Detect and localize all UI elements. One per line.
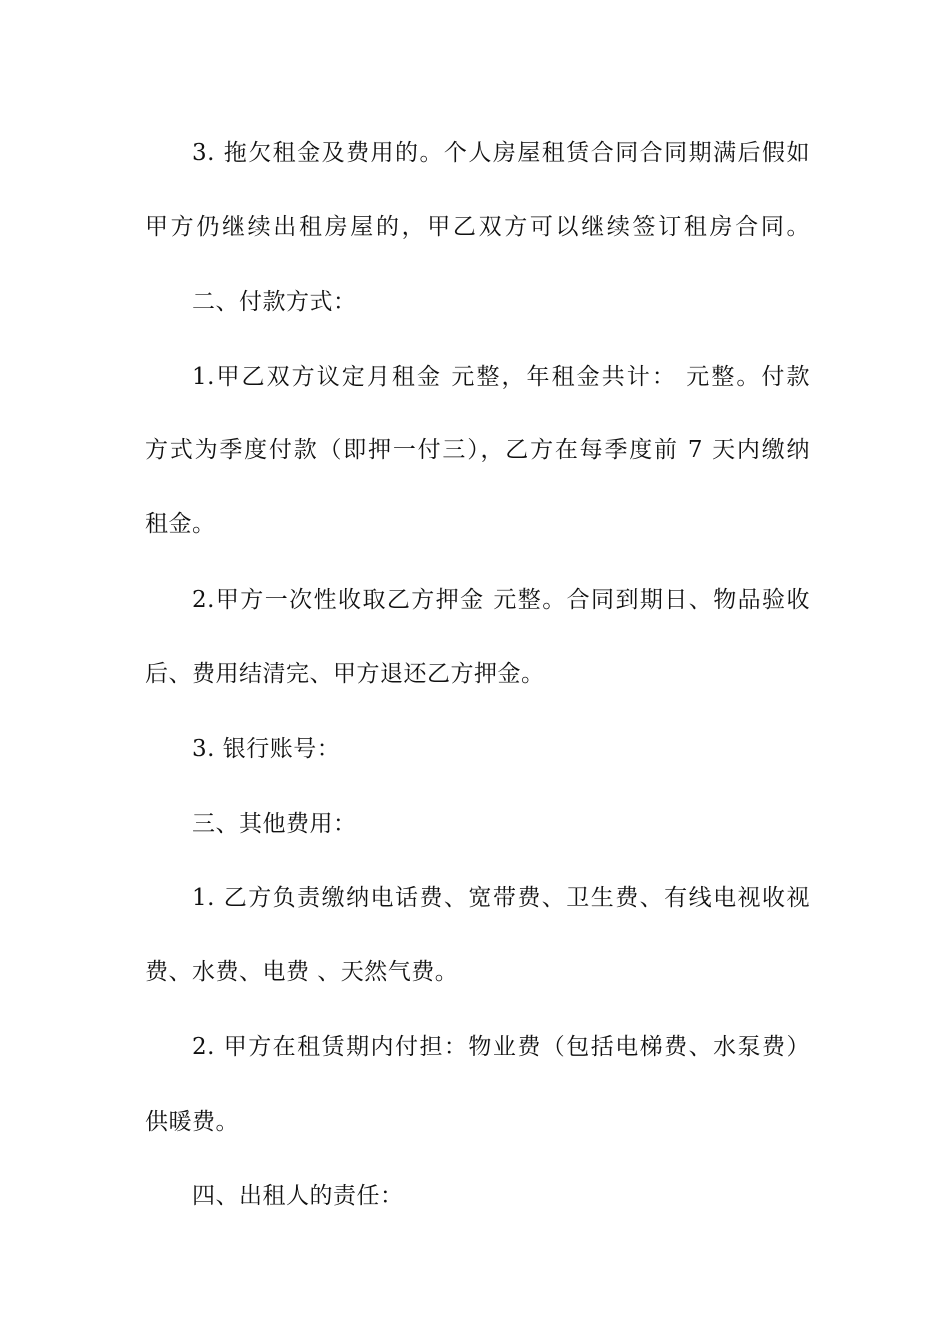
paragraph-line: 3. 拖欠租金及费用的。个人房屋租赁合同合同期满后假如 bbox=[192, 140, 810, 166]
paragraph-line: 1.甲乙双方议定月租金 元整，年租金共计： 元整。付款 bbox=[192, 364, 810, 390]
paragraph-line: 3. 银行账号： bbox=[192, 736, 341, 762]
paragraph-line: 后、费用结清完、甲方退还乙方押金。 bbox=[145, 661, 545, 687]
paragraph-line: 费、水费、电费 、天然气费。 bbox=[145, 959, 459, 985]
paragraph-line: 1. 乙方负责缴纳电话费、宽带费、卫生费、有线电视收视 bbox=[192, 885, 810, 911]
paragraph-line: 甲方仍继续出租房屋的，甲乙双方可以继续签订租房合同。 bbox=[145, 214, 810, 240]
paragraph-line: 2. 甲方在租赁期内付担：物业费（包括电梯费、水泵费） bbox=[192, 1034, 810, 1060]
paragraph-line: 供暖费。 bbox=[145, 1109, 239, 1135]
paragraph-line: 2.甲方一次性收取乙方押金 元整。合同到期日、物品验收 bbox=[192, 587, 810, 613]
section-heading: 二、付款方式： bbox=[192, 289, 357, 315]
paragraph-line: 方式为季度付款（即押一付三），乙方在每季度前 7 天内缴纳 bbox=[145, 437, 810, 463]
section-heading: 四、出租人的责任： bbox=[192, 1183, 404, 1209]
paragraph-line: 租金。 bbox=[145, 511, 216, 537]
section-heading: 三、其他费用： bbox=[192, 811, 357, 837]
